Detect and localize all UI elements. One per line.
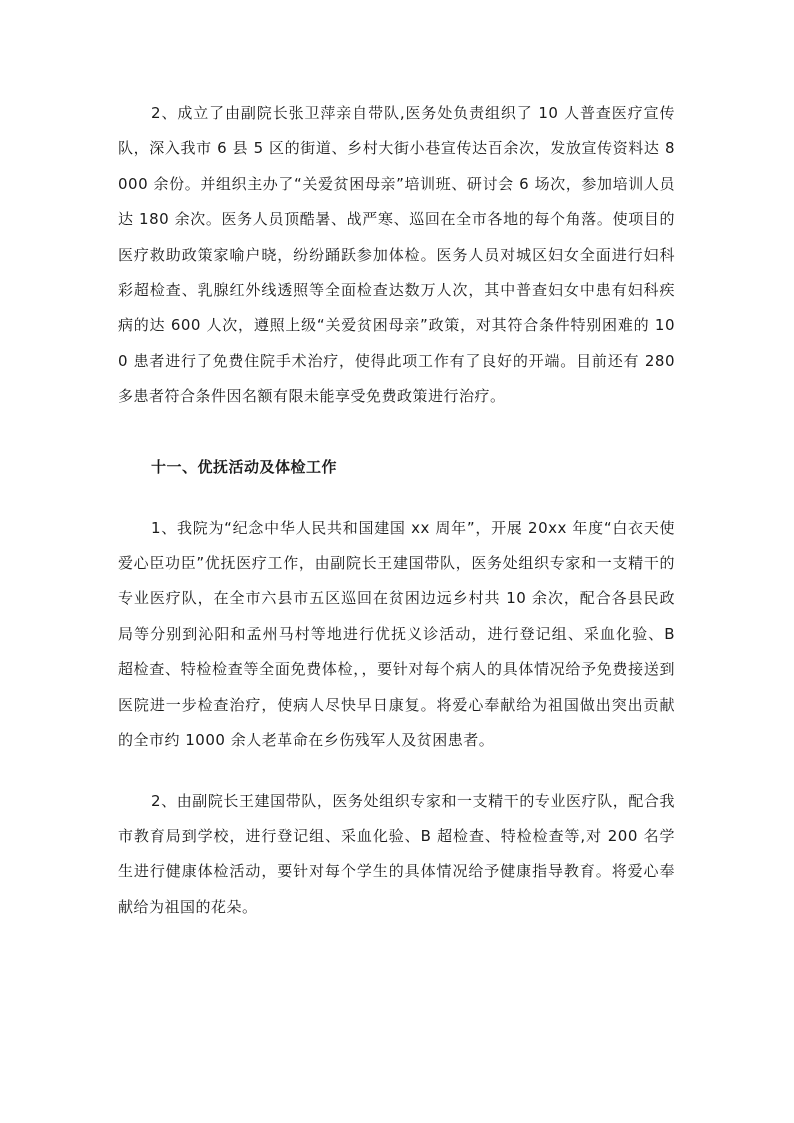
paragraph-preferential-care: 1、我院为“纪念中华人民共和国建国 xx 周年”，开展 20xx 年度“白衣天使爱心臣功臣”优抚医疗工作，由副院长王建国带队，医务处组织专家和一支精干的专业医疗队，在全市六县市五区巡回在贫困边远乡村共 10 余次，配合各县民政局等分别到沁阳和孟州马村等地进行优抚义诊活动，进行登记组、采血化验、B 超检查、特检检查等全面免费体检，，要针对每个病人的具体情况给予免费接送到医院进一步检查治疗，使病人尽快早日康复。将爱心奉献给为祖国做出突出贡献的全市约 1000 余人老革命在乡伤残军人及贫困患者。 — [118, 518, 675, 750]
paragraph-volunteer-team: 2、成立了由副院长张卫萍亲自带队,医务处负责组织了 10 人普查医疗宣传队，深入我市 6 县 5 区的街道、乡村大街小巷宣传达百余次，发放宣传资料达 8000 余份。并组织主办了“关爱贫困母亲”培训班、研讨会 6 场次，参加培训人员达 180 余次。医务人员顶酷暑、战严寒、巡回在全市各地的每个角落。使项目的医疗救助政策家喻户晓，纷纷踊跃参加体检。医务人员对城区妇女全面进行妇科彩超检查、乳腺红外线透照等全面检查达数万人次，其中普查妇女中患有妇科疾病的达 600 人次，遵照上级“关爱贫困母亲”政策，对其符合条件特别困难的 100 患者进行了免费住院手术治疗，使得此项工作有了良好的开端。目前还有 280 多患者符合条件因名额有限未能享受免费政策进行治疗。 — [118, 104, 675, 406]
paragraph-student-checkup: 2、由副院长王建国带队，医务处组织专家和一支精干的专业医疗队，配合我市教育局到学校，进行登记组、采血化验、B 超检查、特检检查等,对 200 名学生进行健康体检活动，要针对每个学生的具体情况给予健康指导教育。将爱心奉献给为祖国的花朵。 — [118, 791, 675, 916]
section-heading-eleven: 十一、优抚活动及体检工作 — [151, 457, 338, 476]
